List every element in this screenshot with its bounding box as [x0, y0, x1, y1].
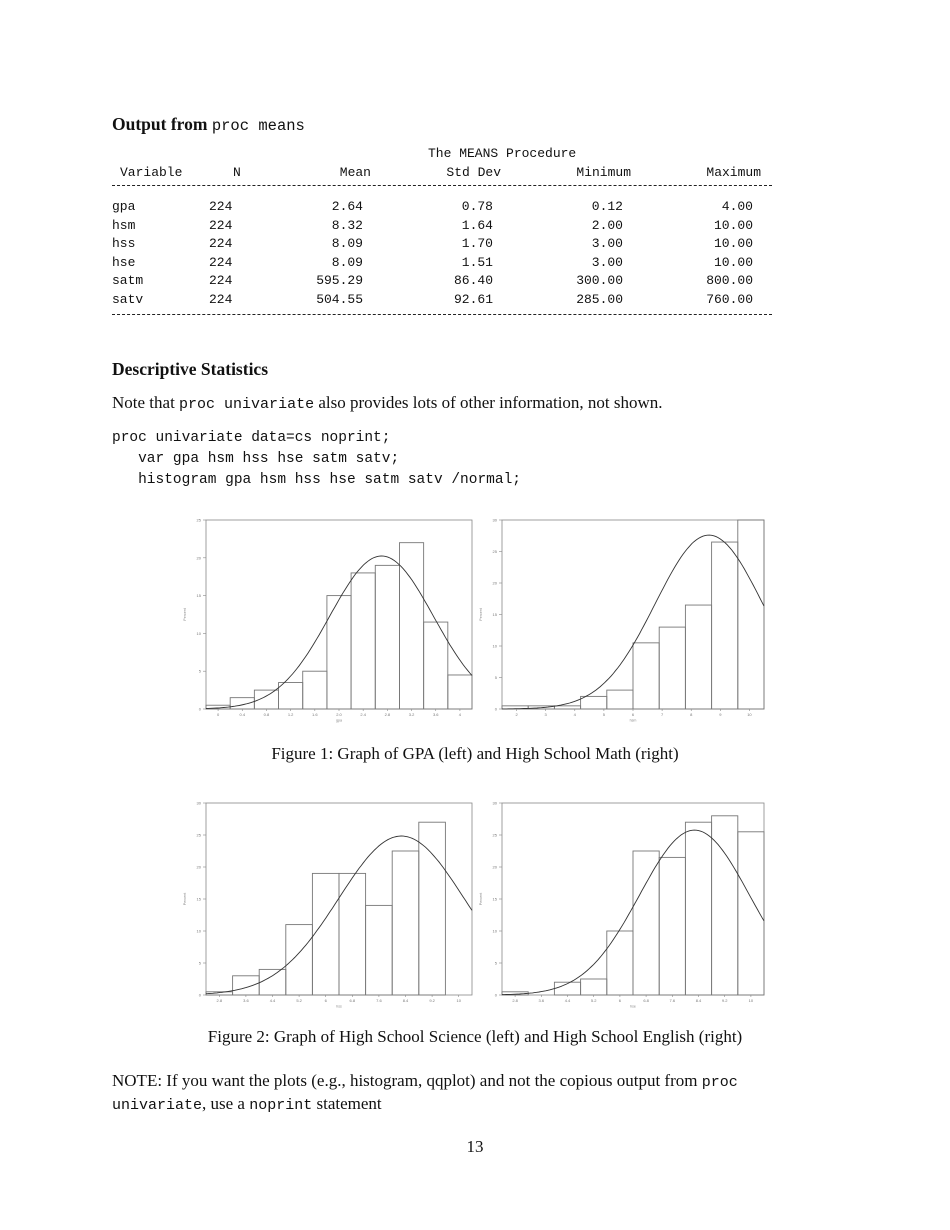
note-text-before: Note that: [112, 393, 180, 412]
x-axis-label: hsm: [629, 718, 637, 723]
y-tick-label: 5: [198, 960, 201, 966]
cell-mean: 504.55: [316, 291, 363, 307]
y-tick-label: 25: [492, 832, 497, 838]
table-row: [112, 236, 772, 255]
note-text-after: also provides lots of other information, not shown.: [314, 393, 663, 412]
x-tick-label: 8.4: [402, 998, 409, 1003]
cell-maximum: 10.00: [713, 254, 753, 270]
x-tick-label: 8: [690, 712, 693, 717]
note2-text-1: NOTE: If you want the plots (e.g., histogram, qqplot) and not the copious output from: [112, 1071, 702, 1090]
cell-minimum: 2.00: [591, 217, 623, 233]
y-axis-label: Percent: [479, 892, 483, 906]
table-bottom-rule: [112, 314, 772, 316]
cell-mean: 8.32: [331, 217, 363, 233]
figure1-caption: Figure 1: Graph of GPA (left) and High School Math (right): [271, 744, 679, 763]
y-tick-label: 20: [492, 864, 497, 870]
cell-n: 224: [209, 254, 233, 270]
y-tick-label: 15: [492, 896, 497, 902]
table-header-row: [112, 165, 772, 184]
table-row: [112, 292, 772, 311]
cell-maximum: 800.00: [706, 273, 753, 288]
code-line: var gpa hsm hss hse satm satv;: [112, 451, 400, 467]
y-tick-label: 0: [198, 706, 201, 712]
note2-code-univariate: univariate: [112, 1097, 203, 1114]
cell-stddev: 92.61: [453, 291, 493, 307]
table-row: [112, 273, 772, 292]
cell-n: 224: [209, 199, 233, 214]
cell-n: 224: [209, 236, 233, 251]
histogram-hss: [180, 799, 474, 1009]
cell-variable: satv: [112, 291, 144, 307]
cell-n: 224: [209, 291, 233, 307]
x-tick-label: 2.8: [216, 998, 223, 1003]
y-axis-label: Percent: [183, 608, 187, 621]
note2-code-noprint: noprint: [249, 1097, 313, 1114]
x-tick-label: 6.8: [349, 998, 356, 1003]
y-tick-label: 30: [492, 517, 497, 523]
histogram-gpa: [180, 516, 474, 723]
header-variable: Variable: [120, 164, 183, 180]
table-body: [112, 199, 772, 310]
x-tick-label: 5.2: [590, 998, 597, 1003]
y-tick-label: 20: [196, 864, 201, 870]
x-axis-label: gpa: [336, 718, 342, 723]
histogram-hsm: [476, 516, 766, 723]
y-axis-label: Percent: [479, 608, 483, 621]
x-tick-label: 9: [719, 712, 722, 717]
cell-mean: 8.09: [331, 254, 363, 270]
table-row: [112, 218, 772, 237]
x-tick-label: 5.2: [296, 998, 302, 1003]
y-tick-label: 0: [494, 706, 497, 712]
y-tick-label: 30: [196, 800, 201, 806]
x-tick-label: 6.8: [643, 998, 649, 1003]
cell-minimum: 300.00: [576, 273, 623, 288]
table-top-rule: [112, 185, 772, 187]
cell-variable: gpa: [112, 199, 136, 214]
y-tick-label: 5: [494, 960, 497, 966]
y-tick-label: 15: [196, 593, 201, 599]
x-tick-label: 1.6: [312, 712, 318, 717]
code-line: proc univariate data=cs noprint;: [112, 430, 391, 446]
table-title: The MEANS Procedure: [428, 146, 577, 161]
cell-variable: hse: [112, 254, 136, 270]
cell-stddev: 1.70: [461, 236, 493, 251]
x-tick-label: 6: [631, 712, 635, 717]
cell-mean: 8.09: [331, 236, 363, 251]
heading-text: Output from: [112, 114, 208, 134]
y-tick-label: 30: [492, 800, 497, 806]
code-line: histogram gpa hsm hss hse satm satv /normal;: [112, 472, 521, 488]
x-tick-label: 5: [602, 712, 606, 717]
y-tick-label: 25: [196, 517, 201, 523]
y-tick-label: 5: [198, 668, 201, 674]
y-tick-label: 0: [198, 992, 201, 998]
x-tick-label: 4: [458, 712, 462, 717]
cell-maximum: 10.00: [713, 217, 753, 233]
figure2-caption: Figure 2: Graph of High School Science (left) and High School English (right): [207, 1027, 743, 1046]
cell-minimum: 285.00: [576, 291, 623, 307]
header-minimum: Minimum: [576, 164, 631, 180]
x-tick-label: 10: [747, 712, 752, 717]
note-univariate: [112, 393, 663, 413]
x-tick-label: 9.2: [429, 998, 435, 1003]
cell-n: 224: [209, 217, 233, 233]
cell-stddev: 0.78: [461, 199, 493, 214]
table-title-row: [112, 146, 772, 165]
x-tick-label: 0.4: [239, 712, 246, 717]
y-tick-label: 10: [492, 928, 497, 934]
x-tick-label: 6: [324, 998, 327, 1003]
y-tick-label: 25: [196, 832, 201, 838]
x-tick-label: 3: [544, 712, 547, 717]
x-tick-label: 0: [216, 712, 220, 717]
cell-minimum: 0.12: [591, 199, 623, 214]
x-tick-label: 4.4: [564, 998, 571, 1003]
x-tick-label: 2.8: [512, 998, 518, 1003]
cell-variable: hss: [112, 236, 136, 251]
means-procedure-table: [112, 146, 772, 316]
x-tick-label: 2.4: [360, 712, 366, 717]
code-block: [112, 428, 521, 491]
table-row: [112, 199, 772, 218]
section-heading-proc-means: [112, 114, 305, 135]
x-axis-label: hss: [336, 1004, 342, 1009]
cell-variable: satm: [112, 273, 144, 288]
y-tick-label: 20: [492, 580, 497, 586]
x-tick-label: 6: [618, 998, 622, 1003]
cell-minimum: 3.00: [591, 254, 623, 270]
header-maximum: Maximum: [706, 164, 761, 180]
header-mean: Mean: [339, 164, 371, 180]
x-tick-label: 2.0: [336, 712, 342, 717]
note2-text-2: , use a: [202, 1094, 250, 1113]
cell-maximum: 10.00: [713, 236, 753, 251]
cell-mean: 595.29: [316, 273, 363, 288]
cell-stddev: 1.51: [461, 254, 493, 270]
y-axis-label: Percent: [183, 892, 187, 906]
note2-code-proc: proc: [701, 1074, 738, 1091]
x-tick-label: 3.6: [432, 712, 439, 717]
x-tick-label: 8.4: [695, 998, 702, 1003]
x-tick-label: 4.4: [269, 998, 276, 1003]
histogram-hse: [476, 799, 766, 1009]
heading-code: proc means: [211, 117, 305, 135]
x-axis-label: hse: [630, 1004, 636, 1009]
x-tick-label: 3.6: [243, 998, 249, 1003]
cell-maximum: 4.00: [721, 199, 753, 214]
x-tick-label: 3.2: [408, 712, 415, 717]
y-tick-label: 20: [196, 555, 201, 561]
y-tick-label: 5: [494, 675, 497, 680]
page-number: 13: [466, 1137, 484, 1156]
y-tick-label: 10: [196, 630, 201, 636]
cell-n: 224: [209, 273, 233, 288]
section-heading-descriptive: Descriptive Statistics: [112, 359, 269, 379]
cell-stddev: 86.40: [453, 273, 493, 288]
cell-minimum: 3.00: [591, 236, 623, 251]
x-tick-label: 3.6: [538, 998, 545, 1003]
cell-mean: 2.64: [331, 199, 363, 214]
x-tick-label: 10: [456, 998, 461, 1003]
cell-variable: hsm: [112, 217, 136, 233]
y-tick-label: 10: [196, 928, 201, 934]
cell-maximum: 760.00: [706, 291, 753, 307]
header-stddev: Std Dev: [446, 164, 501, 180]
x-tick-label: 2.8: [384, 712, 391, 717]
note-code: proc univariate: [179, 396, 315, 413]
x-tick-label: 7: [660, 712, 664, 717]
y-tick-label: 0: [494, 992, 497, 998]
x-tick-label: 2: [515, 712, 518, 717]
x-tick-label: 4: [573, 712, 576, 717]
header-n: N: [233, 164, 241, 180]
x-tick-label: 1.2: [287, 712, 294, 717]
y-tick-label: 15: [492, 612, 497, 617]
x-tick-label: 0.8: [263, 712, 270, 717]
y-tick-label: 25: [492, 549, 497, 554]
table-row: [112, 255, 772, 274]
x-tick-label: 7.6: [669, 998, 676, 1003]
x-tick-label: 10: [748, 998, 754, 1003]
y-tick-label: 10: [492, 643, 497, 649]
x-tick-label: 7.6: [376, 998, 382, 1003]
y-tick-label: 15: [196, 896, 201, 902]
note-noprint: [112, 1070, 842, 1116]
x-tick-label: 9.2: [721, 998, 728, 1003]
cell-stddev: 1.64: [461, 217, 493, 233]
note2-text-3: statement: [312, 1094, 382, 1113]
